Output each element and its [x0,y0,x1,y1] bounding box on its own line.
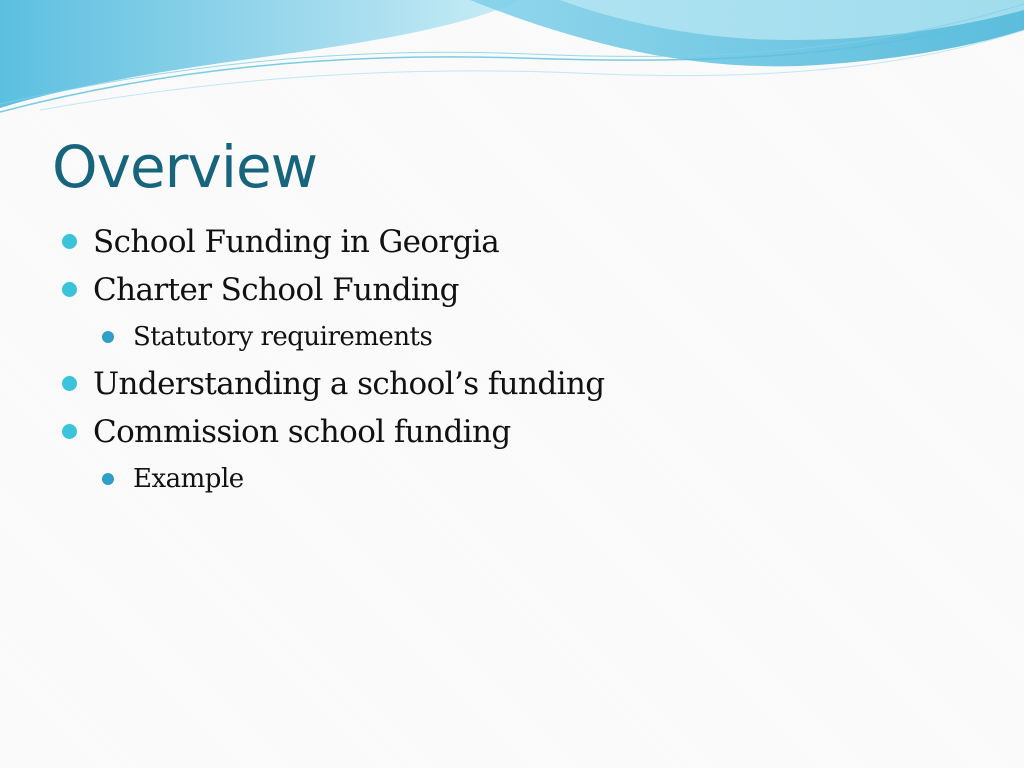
bullet-item-commission-school-funding: Commission school funding [60,408,960,456]
bullet-list [60,218,960,502]
bullet-item-charter-school-funding: Charter School Funding [60,266,960,314]
bullet-item-school-funding-georgia: School Funding in Georgia [60,218,960,266]
wave-band-main [0,0,520,108]
decorative-wave-banner [0,0,1024,130]
sub-bullet-item-statutory-requirements: Statutory requirements [100,314,960,360]
bullet-item-understanding-funding: Understanding a school’s funding [60,360,960,408]
slide-title: Overview [52,133,318,201]
sub-bullet-item-example: Example [100,456,960,502]
